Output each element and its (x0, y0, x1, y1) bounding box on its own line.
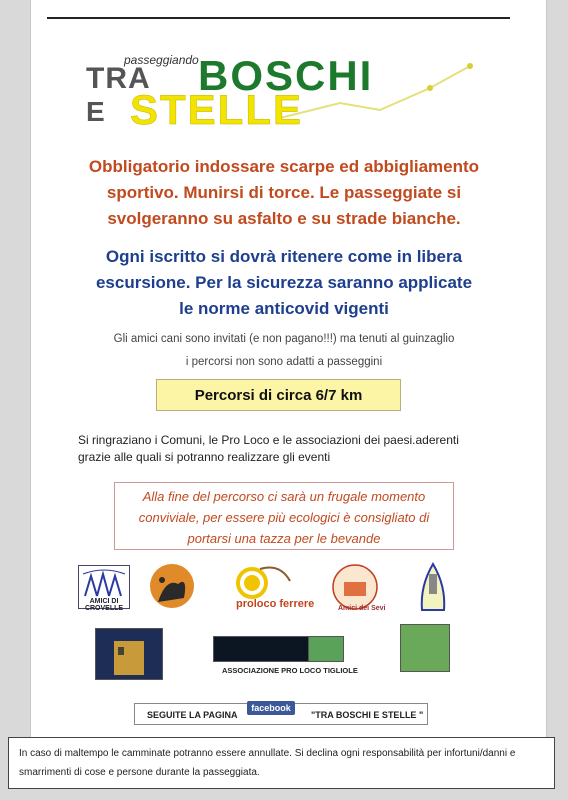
hills-photo (308, 636, 344, 662)
text-line: conviviale, per essere più ecologici è consigliato di (138, 510, 430, 525)
text-line: escursione. Per la sicurezza saranno applicate (95, 273, 473, 292)
top-rule (47, 17, 510, 19)
logo-small-text: passeggiando (124, 53, 199, 67)
convivial-note (114, 482, 454, 550)
castle-photo (95, 628, 163, 680)
text-line: smarrimenti di cose e persone durante la passeggiata. (19, 767, 260, 778)
text-line: svolgeranno su asfalto e su strade bianche. (107, 209, 461, 228)
ferrere-logo (230, 565, 296, 621)
distance-box: Percorsi di circa 6/7 km (156, 379, 401, 411)
text-line: sportivo. Munirsi di torce. Le passeggiate si (106, 183, 462, 202)
text-line: In caso di maltempo le camminate potranno essere annullate. Si declina ogni responsabilità per infortuni/danni e (19, 748, 516, 759)
safety-notice (0, 244, 568, 322)
logo-boschi: BOSCHI (198, 52, 374, 99)
logo-stelle: STELLE (130, 86, 304, 133)
event-logo (80, 48, 480, 138)
dogs-notice: Gli amici cani sono invitati (e non pagano!!!) ma tenuti al guinzaglio (113, 333, 455, 345)
sevi-logo-text: Amici dei Sevi (338, 605, 386, 612)
equipment-notice (0, 154, 568, 232)
text-line: Alla fine del percorso ci sarà un frugale momento (142, 489, 426, 504)
turkey-logo (148, 562, 196, 610)
night-village-photo (213, 636, 315, 662)
thanks-text (78, 432, 518, 466)
ferrere-logo-text: proloco ferrere (236, 598, 315, 610)
strollers-notice: i percorsi non sono adatti a passeggini (185, 356, 383, 368)
follow-label: SEGUITE LA PAGINA (147, 710, 238, 720)
text-line: Obbligatorio indossare scarpe ed abbigliamento (88, 157, 480, 176)
castle-photo-graphic (96, 629, 162, 679)
disclaimer-box (8, 737, 555, 789)
page-name: "TRA BOSCHI E STELLE " (311, 710, 424, 720)
text-line: Si ringraziano i Comuni, le Pro Loco e le associazioni dei paesi.aderenti (78, 433, 459, 447)
logo-e: E (86, 96, 105, 127)
logo-tra: TRA (86, 62, 151, 95)
text-line: le norme anticovid vigenti (179, 299, 389, 318)
amici-logo-text: AMICI DI CROVELLE (84, 598, 124, 612)
tigliole-crest-photo (400, 624, 450, 672)
text-line: grazie alle quali si potranno realizzare gli eventi (78, 450, 331, 464)
text-line: Ogni iscritto si dovrà ritenere come in libera (105, 247, 463, 266)
text-line: portarsi una tazza per le bevande (187, 531, 381, 546)
facebook-follow-box[interactable] (134, 703, 428, 725)
tower-logo (418, 560, 448, 612)
tigliole-assoc-text: ASSOCIAZIONE PRO LOCO TIGLIOLE (222, 666, 358, 675)
facebook-badge[interactable]: facebook (247, 701, 295, 715)
